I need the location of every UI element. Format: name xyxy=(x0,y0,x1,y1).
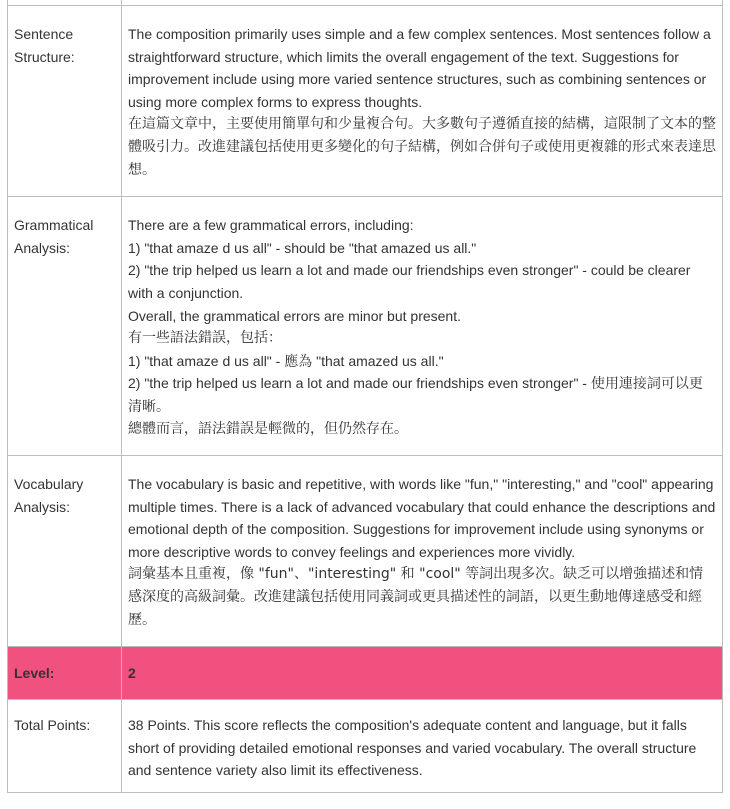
table-row-grammatical-analysis xyxy=(8,197,723,456)
table-row-total-points xyxy=(8,700,723,793)
table-row-level xyxy=(8,647,723,700)
grammar-line: There are a few grammatical errors, including: xyxy=(127,217,414,234)
grammar-line: 2) "the trip helped us learn a lot and made our friendships even stronger" - 使用連接詞可以更清晰。 xyxy=(127,375,703,414)
row-label: Vocabulary Analysis: xyxy=(8,456,122,647)
vocabulary-english: The vocabulary is basic and repetitive, with words like "fun," "interesting," and "cool" appearing multiple times. There is a lack of advanced vocabulary that could enhance the descriptions and emotional depth of the composition. Suggestions for improvement include using synonyms or more descriptive words to convey feelings and experiences more vividly. xyxy=(127,476,716,560)
grammar-line-chinese: 有一些語法錯誤，包括： xyxy=(127,330,282,347)
grammar-line-chinese: 總體而言，語法錯誤是輕微的，但仍然存在。 xyxy=(127,420,408,437)
table-row-sentence-structure xyxy=(8,6,723,197)
level-label: Level: xyxy=(8,647,122,700)
total-points-label: Total Points: xyxy=(8,700,122,793)
row-label: Grammatical Analysis: xyxy=(8,197,122,456)
grammar-line: 1) "that amaze d us all" - 應為 "that amazed us all." xyxy=(127,352,444,369)
vocabulary-analysis-value xyxy=(121,456,722,647)
level-value: 2 xyxy=(121,647,722,700)
grammar-line: Overall, the grammatical errors are minor but present. xyxy=(127,307,461,324)
row-label: Sentence Structure: xyxy=(8,6,122,197)
total-points-value: 38 Points. This score reflects the composition's adequate content and language, but it falls short of providing detailed emotional responses and varied vocabulary. The overall structure and sentence variety also limit its effectiveness. xyxy=(121,700,722,793)
table-row-vocabulary-analysis xyxy=(8,456,723,647)
evaluation-table xyxy=(7,0,723,793)
sentence-structure-value xyxy=(121,6,722,197)
grammatical-analysis-value xyxy=(121,197,722,456)
grammar-line: 2) "the trip helped us learn a lot and made our friendships even stronger" - could be clearer with a conjunction. xyxy=(127,262,691,301)
vocabulary-chinese: 詞彙基本且重複，像 "fun"、"interesting" 和 "cool" 等詞出現多次。缺乏可以增強描述和情感深度的高級詞彙。改進建議包括使用同義詞或更具描述性的詞語，以更生動地傳達感受和經歷。 xyxy=(127,566,704,628)
grammar-line: 1) "that amaze d us all" - should be "that amazed us all." xyxy=(127,239,477,256)
sentence-structure-chinese: 在這篇文章中，主要使用簡單句和少量複合句。大多數句子遵循直接的結構，這限制了文本的整體吸引力。改進建議包括使用更多變化的句子結構，例如合併句子或使用更複雜的形式來表達思想。 xyxy=(127,116,716,178)
sentence-structure-english: The composition primarily uses simple and a few complex sentences. Most sentences follow a straightforward structure, which limits the overall engagement of the text. Suggestions for improvement include using more varied sentence structures, such as combining sentences or using more complex forms to express thoughts. xyxy=(127,26,711,110)
